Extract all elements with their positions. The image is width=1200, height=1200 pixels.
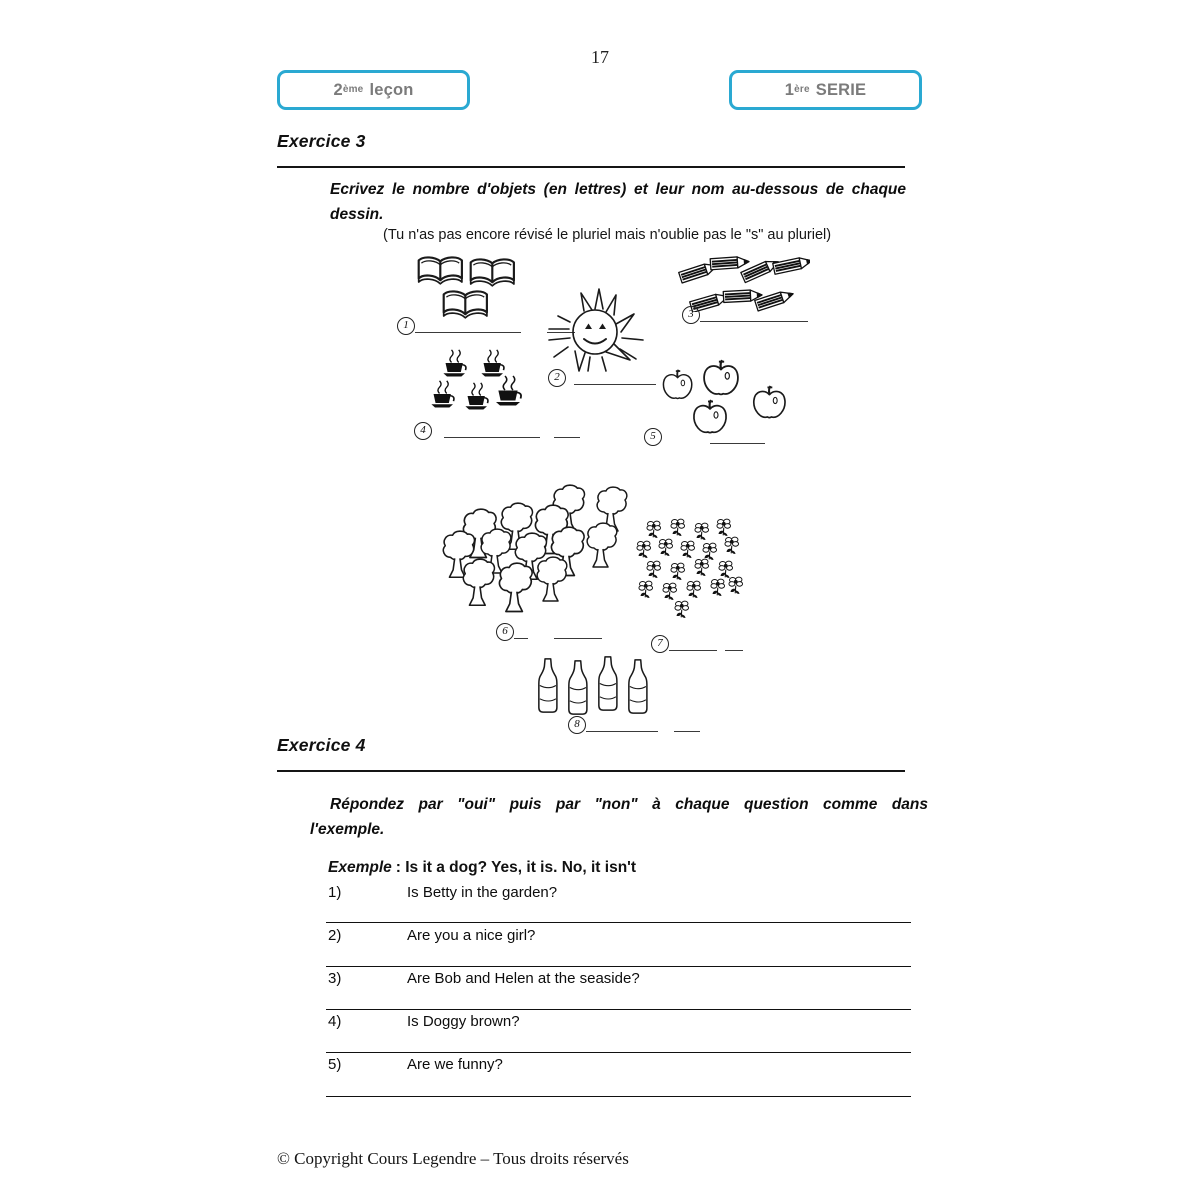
question-1-text: Is Betty in the garden? [407,884,558,901]
item-7-circled-number: 7 [651,635,669,653]
item-6-answer-blank [496,623,602,641]
item-5-answer-blank [644,428,765,446]
question-3-number: 3) [328,970,342,987]
exercise4-title: Exercice 4 [277,735,366,755]
item-3-answer-blank [682,306,808,324]
trees-drawing [438,484,638,622]
question-2-number: 2) [328,927,342,944]
lesson-badge-label: leçon [369,80,414,99]
question-5-text: Are we funny? [407,1056,503,1073]
books-drawing [416,253,522,321]
exercise3-title: Exercice 3 [277,131,366,151]
answer-line-4 [326,1052,911,1053]
item-7-answer-blank [651,635,743,653]
question-5-number: 5) [328,1056,342,1073]
exercise4-instruction [310,792,928,842]
item-8-circled-number: 8 [568,716,586,734]
example-label: Exemple [328,859,392,876]
answer-line-1 [326,922,911,923]
item-1-circled-number: 1 [397,317,415,335]
series-badge-number: 1 [784,80,795,99]
question-1-number: 1) [328,884,342,901]
item-4-answer-blank [414,422,580,440]
item-2-answer-blank [548,369,656,387]
lesson-badge-number: 2 [333,80,343,99]
page-number: 17 [591,47,609,67]
exercise4-rule [277,770,905,772]
series-badge: 1 ère SERIE [729,70,922,110]
item-2-circled-number: 2 [548,369,566,387]
question-4-number: 4) [328,1013,342,1030]
exercise3-note: (Tu n'as pas encore révisé le pluriel mais n'oublie pas le "s" au pluriel) [383,227,832,243]
question-4-text: Is Doggy brown? [407,1013,520,1030]
exercise4-instruction-line2: l'exemple. [310,821,385,838]
question-row-1 [328,884,557,901]
item-3-circled-number: 3 [682,306,700,324]
question-row-3 [328,970,640,987]
exercise3-instruction-line2: dessin. [330,206,384,223]
question-3-text: Are Bob and Helen at the seaside? [407,970,640,987]
answer-line-2 [326,966,911,967]
item-4-circled-number: 4 [414,422,432,440]
exercise3-rule [277,166,905,168]
example-text: : Is it a dog? Yes, it is. No, it isn't [395,859,637,876]
answer-line-5 [326,1096,911,1097]
item-6-circled-number: 6 [496,623,514,641]
copyright-footer: © Copyright Cours Legendre – Tous droits réservés [277,1149,629,1168]
flowers-drawing [636,518,748,628]
answer-line-3 [326,1009,911,1010]
question-row-4 [328,1013,520,1030]
exercise3-instruction-line1: Ecrivez le nombre d'objets (en lettres) et leur nom au-dessous de chaque [330,181,906,198]
exercise4-example [328,859,636,877]
question-2-text: Are you a nice girl? [407,927,536,944]
question-row-2 [328,927,535,944]
question-row-5 [328,1056,503,1073]
item-8-answer-blank [568,716,700,734]
cups-drawing [426,349,530,415]
series-badge-label: SERIE [815,80,867,99]
bottles-drawing [534,655,656,717]
exercise4-instruction-line1: Répondez par "oui" puis par "non" à chaque question comme dans [330,796,928,813]
lesson-badge: 2 ème leçon [277,70,470,110]
exercise3-instruction [330,177,906,227]
item-5-circled-number: 5 [644,428,662,446]
pencils-drawing [676,252,810,312]
